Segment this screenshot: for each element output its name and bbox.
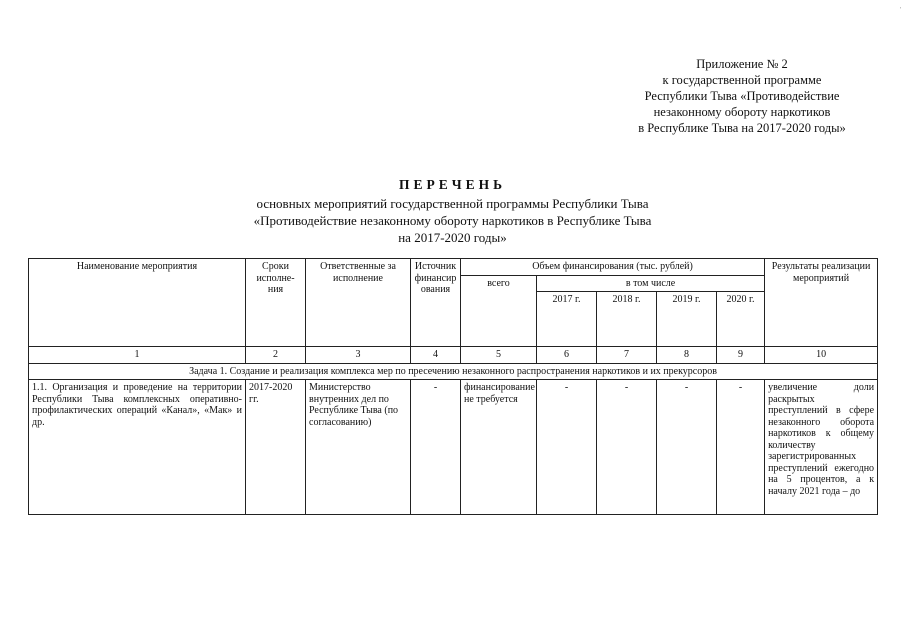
corner-mark: ' — [899, 6, 901, 14]
header-year: 2019 г. — [657, 292, 717, 347]
row-total: финансирование не требуется — [461, 380, 537, 515]
row-year-value: - — [657, 380, 717, 515]
appendix-block — [617, 56, 867, 136]
header-year: 2020 г. — [717, 292, 765, 347]
header-source: Источник финансирования — [411, 259, 461, 347]
column-number: 7 — [597, 347, 657, 364]
column-number: 3 — [306, 347, 411, 364]
row-source: - — [411, 380, 461, 515]
header-name: Наименование мероприятия — [29, 259, 246, 347]
header-responsible: Ответственные за исполнение — [306, 259, 411, 347]
column-number: 6 — [537, 347, 597, 364]
column-number: 1 — [29, 347, 246, 364]
header-term: Сроки исполне-ния — [246, 259, 306, 347]
row-year-value: - — [597, 380, 657, 515]
header-including: в том числе — [537, 275, 765, 292]
row-year-value: - — [717, 380, 765, 515]
column-number: 4 — [411, 347, 461, 364]
column-number: 2 — [246, 347, 306, 364]
appendix-line: в Республике Тыва на 2017-2020 годы» — [638, 121, 846, 135]
header-row — [29, 259, 878, 276]
task-heading: Задача 1. Создание и реализация комплекса мер по пресечению незаконного распространения наркотиков и их прекурсоров — [29, 363, 878, 380]
column-number: 8 — [657, 347, 717, 364]
header-results: Результаты реализации мероприятий — [765, 259, 878, 347]
title-line: «Противодействие незаконному обороту наркотиков в Республике Тыва — [253, 213, 652, 228]
title-line: на 2017-2020 годы» — [398, 230, 507, 245]
appendix-line: незаконному обороту наркотиков — [653, 105, 831, 119]
header-year: 2017 г. — [537, 292, 597, 347]
column-numbers-row — [29, 347, 878, 364]
column-number: 9 — [717, 347, 765, 364]
title-heading: ПЕРЕЧЕНЬ — [398, 177, 507, 192]
row-term: 2017-2020 гг. — [246, 380, 306, 515]
document-title — [0, 176, 905, 246]
row-year-value: - — [537, 380, 597, 515]
header-total: всего — [461, 275, 537, 347]
column-number: 10 — [765, 347, 878, 364]
title-line: основных мероприятий государственной программы Республики Тыва — [256, 196, 649, 211]
activities-table — [28, 258, 878, 515]
table-row — [29, 380, 878, 515]
row-responsible: Министерство внутренних дел по Республике Тыва (по согласованию) — [306, 380, 411, 515]
appendix-line: к государственной программе — [662, 73, 822, 87]
appendix-line: Республики Тыва «Противодействие — [644, 89, 840, 103]
row-name: 1.1. Организация и проведение на территории Республики Тыва комплексных оперативно-профилактических операций «Канал», «Мак» и др. — [29, 380, 246, 515]
column-number: 5 — [461, 347, 537, 364]
task-row — [29, 363, 878, 380]
header-year: 2018 г. — [597, 292, 657, 347]
header-funding: Объем финансирования (тыс. рублей) — [461, 259, 765, 276]
appendix-line: Приложение № 2 — [696, 57, 788, 71]
row-results: увеличение доли раскрытых преступлений в сфере незаконного оборота наркотиков к общему количеству зарегистрированных преступлений ежегодно на 5 процентов, а к началу 2021 года – до — [765, 380, 878, 515]
